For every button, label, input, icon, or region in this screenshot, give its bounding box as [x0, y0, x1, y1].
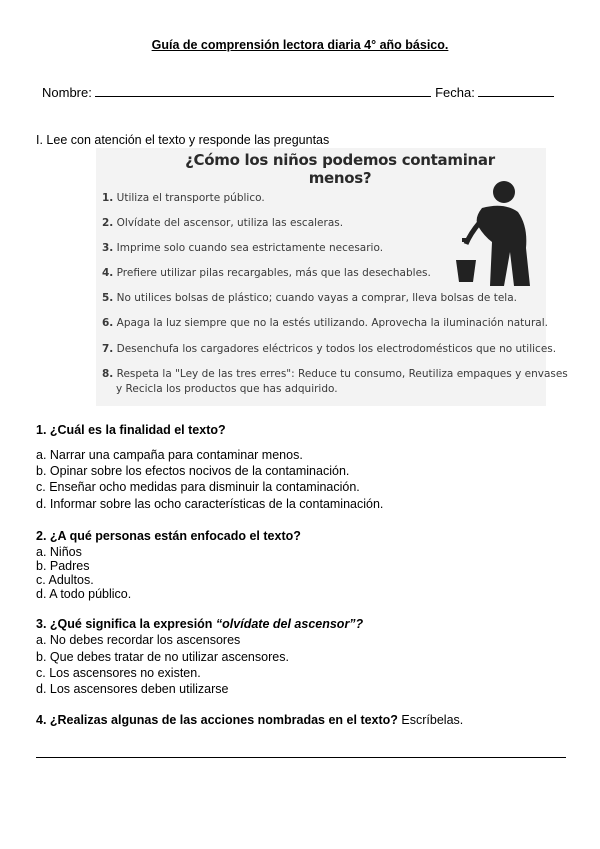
tip-item: 7. Desenchufa los cargadores eléctricos y todos los electrodomésticos que no utilices.	[102, 343, 557, 355]
q1-option-b[interactable]: b. Opinar sobre los efectos nocivos de la contaminación.	[36, 464, 350, 478]
q3-option-c[interactable]: c. Los ascensores no existen.	[36, 666, 201, 680]
tip-item: 3. Imprime solo cuando sea estrictamente necesario.	[102, 242, 384, 254]
q2-option-c[interactable]: c. Adultos.	[36, 573, 94, 587]
q1-option-d[interactable]: d. Informar sobre las ocho características de la contaminación.	[36, 497, 384, 511]
q1-option-c[interactable]: c. Enseñar ocho medidas para disminuir la contaminación.	[36, 480, 360, 494]
date-blank[interactable]	[478, 84, 554, 97]
q3-option-b[interactable]: b. Que debes tratar de no utilizar ascensores.	[36, 650, 289, 664]
tip-item-continuation: y Recicla los productos que has adquirido.	[116, 383, 338, 395]
q3-option-d[interactable]: d. Los ascensores deben utilizarse	[36, 682, 229, 696]
question-3: 3. ¿Qué significa la expresión “olvídate del ascensor”?	[36, 617, 364, 631]
tip-item: 5. No utilices bolsas de plástico; cuando vayas a comprar, lleva bolsas de tela.	[102, 292, 517, 304]
name-blank[interactable]	[95, 84, 431, 97]
tip-item: 2. Olvídate del ascensor, utiliza las escaleras.	[102, 217, 344, 229]
date-label: Fecha:	[435, 85, 475, 100]
question-1: 1. ¿Cuál es la finalidad el texto?	[36, 423, 226, 437]
panel-title: ¿Cómo los niños podemos contaminar menos?	[185, 151, 495, 187]
tip-item: 6. Apaga la luz siempre que no la estés utilizando. Aprovecha la iluminación natural.	[102, 317, 548, 329]
question-4: 4. ¿Realizas algunas de las acciones nombradas en el texto? Escríbelas.	[36, 713, 464, 727]
question-2: 2. ¿A qué personas están enfocado el texto?	[36, 529, 301, 543]
header-fields	[42, 84, 554, 100]
tip-item: 4. Prefiere utilizar pilas recargables, más que las desechables.	[102, 267, 431, 279]
recycling-person-icon	[452, 178, 537, 288]
q2-option-d[interactable]: d. A todo público.	[36, 587, 132, 601]
tip-item: 8. Respeta la "Ley de las tres erres": Reduce tu consumo, Reutiliza empaques y envases	[102, 368, 568, 380]
name-label: Nombre:	[42, 85, 92, 100]
worksheet-title: Guía de comprensión lectora diaria 4° año básico.	[151, 38, 449, 52]
instruction: I. Lee con atención el texto y responde las preguntas	[36, 133, 330, 147]
answer-line[interactable]	[36, 757, 566, 758]
q1-option-a[interactable]: a. Narrar una campaña para contaminar menos.	[36, 448, 303, 462]
tip-item: 1. Utiliza el transporte público.	[102, 192, 265, 204]
q2-option-a[interactable]: a. Niños	[36, 545, 82, 559]
q3-option-a[interactable]: a. No debes recordar los ascensores	[36, 633, 241, 647]
q2-option-b[interactable]: b. Padres	[36, 559, 90, 573]
